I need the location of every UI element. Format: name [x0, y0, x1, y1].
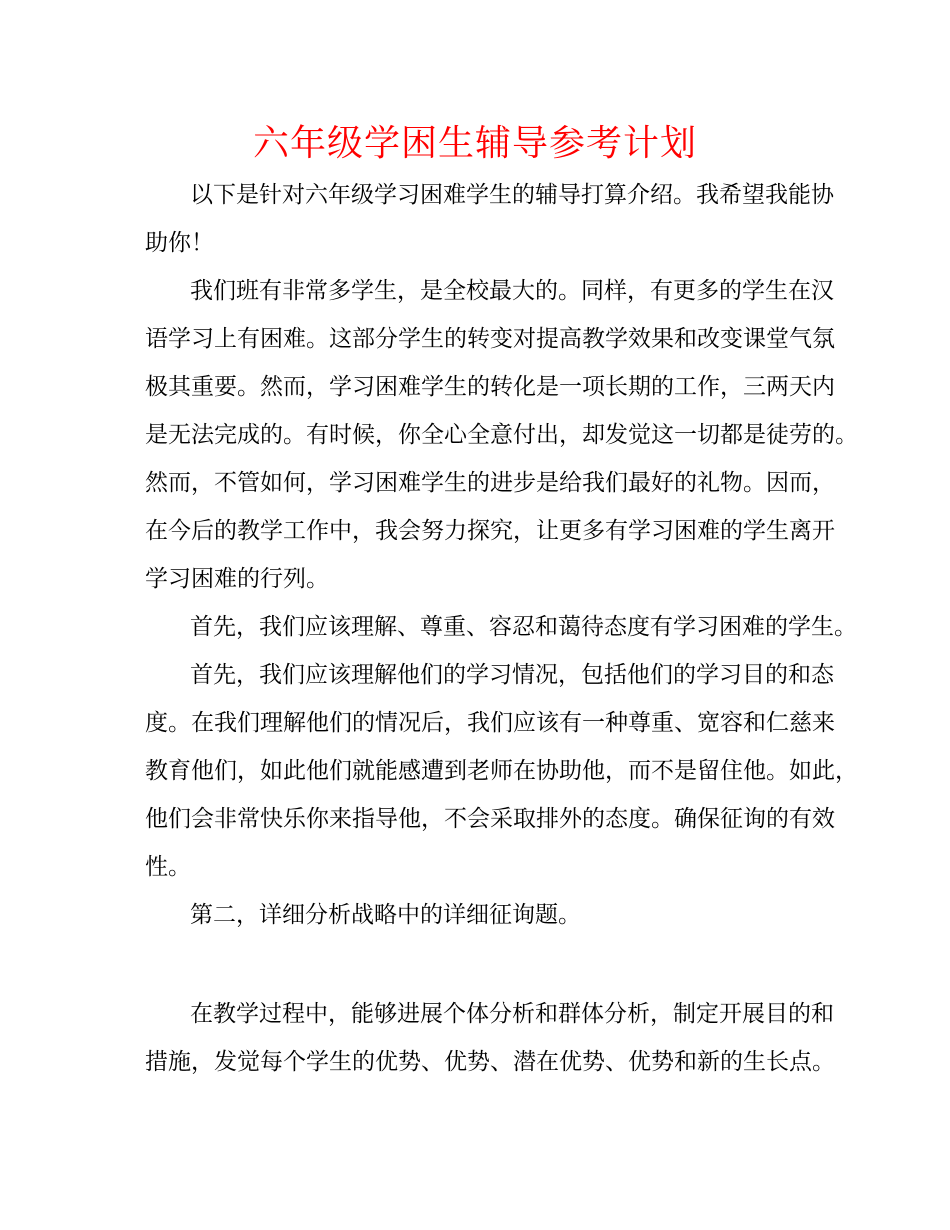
paragraph-line: 极其重要。然而，学习困难学生的转化是一项长期的工作，三两天内: [145, 374, 835, 400]
paragraph-line: 学习困难的行列。: [145, 566, 329, 592]
paragraph-line: 度。在我们理解他们的情况后，我们应该有一种尊重、宽容和仁慈来: [145, 710, 835, 736]
paragraph-line: 我们班有非常多学生，是全校最大的。同样，有更多的学生在汉: [190, 278, 834, 304]
document-title: 六年级学困生辅导参考计划: [252, 123, 697, 164]
paragraph-line: 在教学过程中，能够进展个体分析和群体分析，制定开展目的和: [190, 1001, 834, 1027]
paragraph-line: 助你！: [145, 230, 214, 256]
paragraph-line: 然而，不管如何，学习困难学生的进步是给我们最好的礼物。因而，: [145, 470, 835, 496]
paragraph-line: 是无法完成的。有时候，你全心全意付出，却发觉这一切都是徒劳的。: [145, 422, 858, 448]
paragraph-line: 在今后的教学工作中，我会努力探究，让更多有学习困难的学生离开: [145, 518, 835, 544]
paragraph-line: 以下是针对六年级学习困难学生的辅导打算介绍。我希望我能协: [190, 182, 834, 208]
paragraph-line: 他们会非常快乐你来指导他，不会采取排外的态度。确保征询的有效: [145, 806, 835, 832]
paragraph-line: 首先，我们应该理解他们的学习情况，包括他们的学习目的和态: [190, 662, 834, 688]
paragraph-line: 性。: [145, 854, 191, 880]
paragraph-line: 首先，我们应该理解、尊重、容忍和蔼待态度有学习困难的学生。: [190, 614, 857, 640]
paragraph-line: 措施，发觉每个学生的优势、优势、潜在优势、优势和新的生长点。: [145, 1049, 835, 1075]
paragraph-line: 第二，详细分析战略中的详细征询题。: [190, 902, 581, 928]
paragraph-line: 教育他们，如此他们就能感遭到老师在协助他，而不是留住他。如此，: [145, 758, 858, 784]
paragraph-line: 语学习上有困难。这部分学生的转变对提高教学效果和改变课堂气氛: [145, 326, 835, 352]
